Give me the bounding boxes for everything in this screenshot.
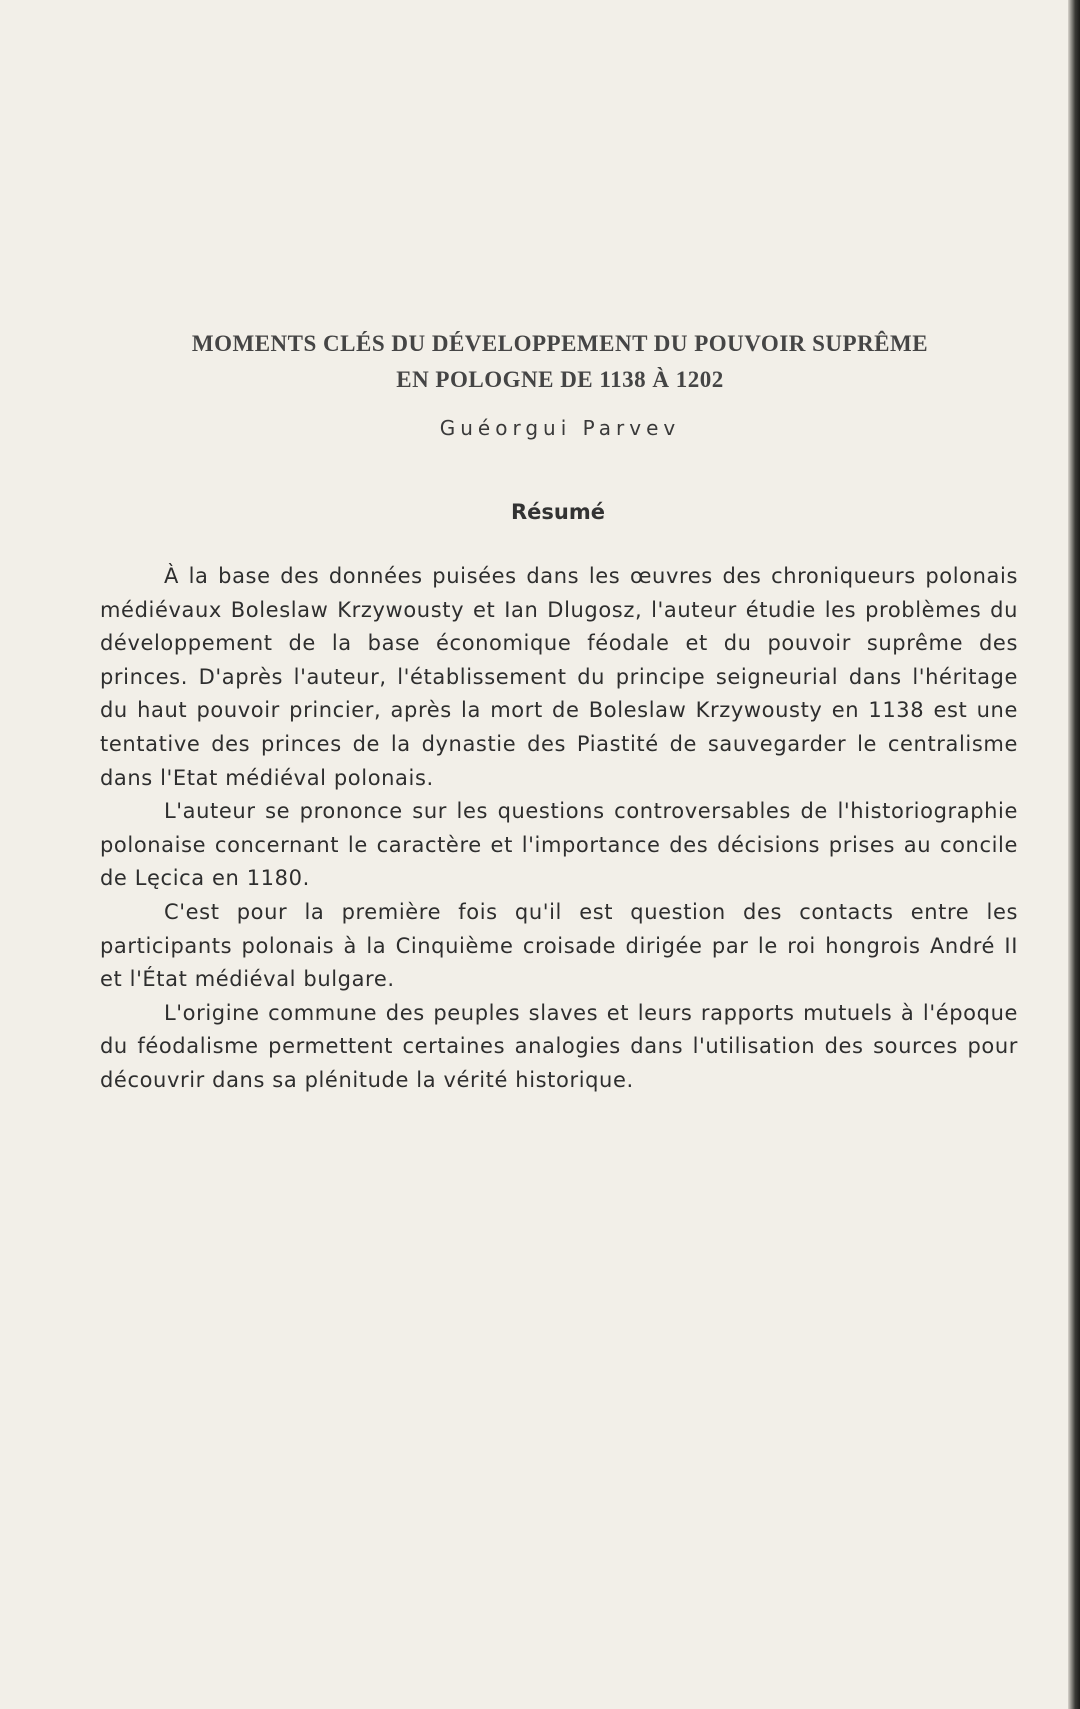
title-line-2: EN POLOGNE DE 1138 À 1202	[396, 367, 724, 392]
abstract-paragraph-1: À la base des données puisées dans les œuvres des chroniqueurs polonais médiévaux Boleslaw Krzywousty et Ian Dlugosz, l'auteur étudie les problèmes du développement de la base économique féodale et du pouvoir suprême des princes. D'après l'auteur, l'établissement du principe seigneurial dans l'héritage du haut pouvoir princier, après la mort de Boleslaw Krzywousty en 1138 est une tentative des princes de la dynastie des Piastité de sauvegarder le centralisme dans l'Etat médiéval polonais.	[100, 564, 1018, 790]
author-name: Guéorgui Parvev	[439, 416, 681, 440]
abstract-paragraph-3: C'est pour la première fois qu'il est question des contacts entre les participants polonais à la Cinquième croisade dirigée par le roi hongrois André II et l'État médiéval bulgare.	[100, 899, 1018, 992]
abstract-paragraph-4: L'origine commune des peuples slaves et leurs rapports mutuels à l'époque du féodalisme permettent certaines analogies dans l'utilisation des sources pour découvrir dans sa plénitude la vérité historique.	[100, 1000, 1018, 1092]
abstract-body	[100, 560, 1018, 1098]
page-binding-edge	[1068, 0, 1080, 1709]
abstract-heading: Résumé	[511, 500, 605, 524]
title-line-1: MOMENTS CLÉS DU DÉVELOPPEMENT DU POUVOIR SUPRÊME	[191, 331, 929, 356]
abstract-paragraph-2: L'auteur se prononce sur les questions controversables de l'historiographie polonaise concernant le caractère et l'importance des décisions prises au concile de Lęcica en 1180.	[100, 799, 1018, 891]
